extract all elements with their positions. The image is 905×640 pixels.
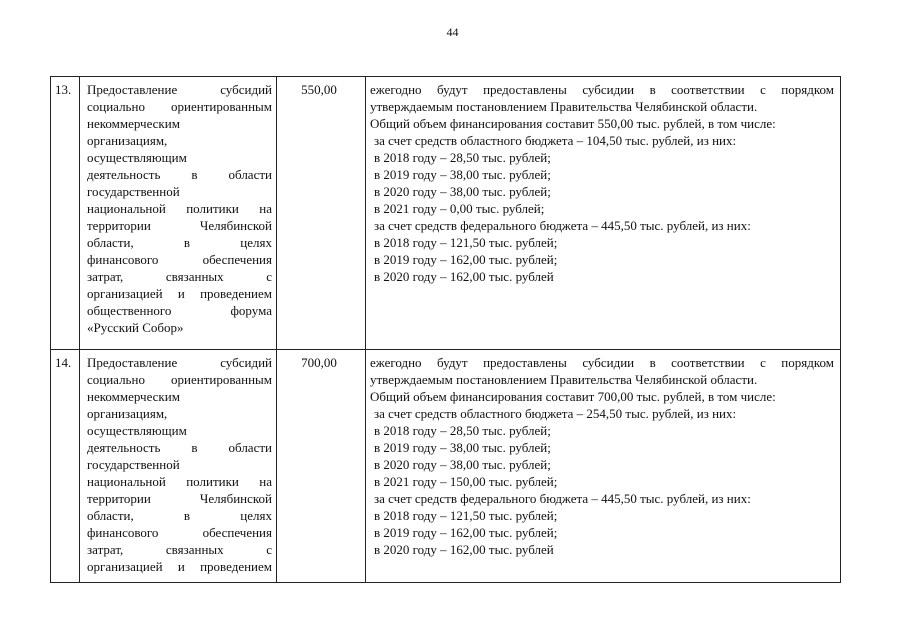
funding-amount: 550,00 bbox=[277, 77, 366, 350]
measure-name-line: организациям, bbox=[87, 133, 168, 148]
measure-name-line: затрат, связанных с bbox=[87, 269, 272, 284]
funding-line: за счет средств областного бюджета – 104,50 тыс. рублей, из них: bbox=[374, 133, 737, 148]
funding-line: в 2020 году – 38,00 тыс. рублей; bbox=[374, 457, 551, 472]
measure-name-line: территории Челябинской bbox=[87, 491, 272, 506]
funding-line: за счет средств федерального бюджета – 445,50 тыс. рублей, из них: bbox=[374, 491, 751, 506]
funding-line: в 2018 году – 28,50 тыс. рублей; bbox=[374, 150, 551, 165]
funding-line: в 2018 году – 121,50 тыс. рублей; bbox=[374, 508, 558, 523]
measure-description-cell bbox=[366, 77, 841, 350]
funding-line: в 2019 году – 38,00 тыс. рублей; bbox=[374, 167, 551, 182]
table-row bbox=[51, 77, 841, 350]
description-total: Общий объем финансирования составит 550,00 тыс. рублей, в том числе: bbox=[370, 116, 776, 131]
table-row bbox=[51, 350, 841, 583]
measure-name-line: организациям, bbox=[87, 406, 168, 421]
funding-line: за счет средств областного бюджета – 254,50 тыс. рублей, из них: bbox=[374, 406, 737, 421]
row-number: 13. bbox=[51, 77, 80, 350]
measure-name-line: государственной bbox=[87, 457, 180, 472]
funding-line: в 2018 году – 121,50 тыс. рублей; bbox=[374, 235, 558, 250]
funding-line: в 2021 году – 0,00 тыс. рублей; bbox=[374, 201, 545, 216]
funding-line: в 2019 году – 38,00 тыс. рублей; bbox=[374, 440, 551, 455]
row-number: 14. bbox=[51, 350, 80, 583]
funding-line: в 2018 году – 28,50 тыс. рублей; bbox=[374, 423, 551, 438]
measure-name-line: организацией и проведением bbox=[87, 286, 272, 301]
measure-name-line: некоммерческим bbox=[87, 116, 180, 131]
funding-line: в 2020 году – 38,00 тыс. рублей; bbox=[374, 184, 551, 199]
measure-name-line: территории Челябинской bbox=[87, 218, 272, 233]
measure-name-line: осуществляющим bbox=[87, 423, 187, 438]
measure-description-cell bbox=[366, 350, 841, 583]
measure-name-line: деятельность в области bbox=[87, 440, 272, 455]
description-intro: ежегодно будут предоставлены субсидии в соответствии с порядком утверждаемым постановлением Правительства Челябинской области. bbox=[370, 355, 834, 387]
funding-line: в 2020 году – 162,00 тыс. рублей bbox=[374, 269, 554, 284]
measure-name-line: некоммерческим bbox=[87, 389, 180, 404]
measure-name-cell bbox=[80, 77, 277, 350]
funding-line: в 2020 году – 162,00 тыс. рублей bbox=[374, 542, 554, 557]
funding-amount: 700,00 bbox=[277, 350, 366, 583]
measure-name-line: финансового обеспечения bbox=[87, 252, 272, 267]
measure-name-line: финансового обеспечения bbox=[87, 525, 272, 540]
measure-name-line: национальной политики на bbox=[87, 201, 272, 216]
measure-name-line: Предоставление субсидий bbox=[87, 355, 272, 370]
measure-name-line: области, в целях bbox=[87, 235, 272, 250]
description-total: Общий объем финансирования составит 700,00 тыс. рублей, в том числе: bbox=[370, 389, 776, 404]
measure-name-line: социально ориентированным bbox=[87, 372, 272, 387]
measure-name-line: Предоставление субсидий bbox=[87, 82, 272, 97]
funding-line: в 2019 году – 162,00 тыс. рублей; bbox=[374, 252, 558, 267]
measure-name-line: организацией и проведением bbox=[87, 559, 272, 574]
measure-name-line: деятельность в области bbox=[87, 167, 272, 182]
measure-name-line: «Русский Собор» bbox=[87, 320, 184, 335]
measure-name-line: государственной bbox=[87, 184, 180, 199]
program-table bbox=[50, 76, 841, 583]
measure-name-line: национальной политики на bbox=[87, 474, 272, 489]
measure-name-line: общественного форума bbox=[87, 303, 272, 318]
funding-line: в 2021 году – 150,00 тыс. рублей; bbox=[374, 474, 558, 489]
measure-name-line: осуществляющим bbox=[87, 150, 187, 165]
measure-name-line: социально ориентированным bbox=[87, 99, 272, 114]
funding-line: в 2019 году – 162,00 тыс. рублей; bbox=[374, 525, 558, 540]
measure-name-cell bbox=[80, 350, 277, 583]
funding-line: за счет средств федерального бюджета – 445,50 тыс. рублей, из них: bbox=[374, 218, 751, 233]
measure-name-line: затрат, связанных с bbox=[87, 542, 272, 557]
page-number: 44 bbox=[446, 25, 459, 39]
description-intro: ежегодно будут предоставлены субсидии в соответствии с порядком утверждаемым постановлением Правительства Челябинской области. bbox=[370, 82, 834, 114]
measure-name-line: области, в целях bbox=[87, 508, 272, 523]
